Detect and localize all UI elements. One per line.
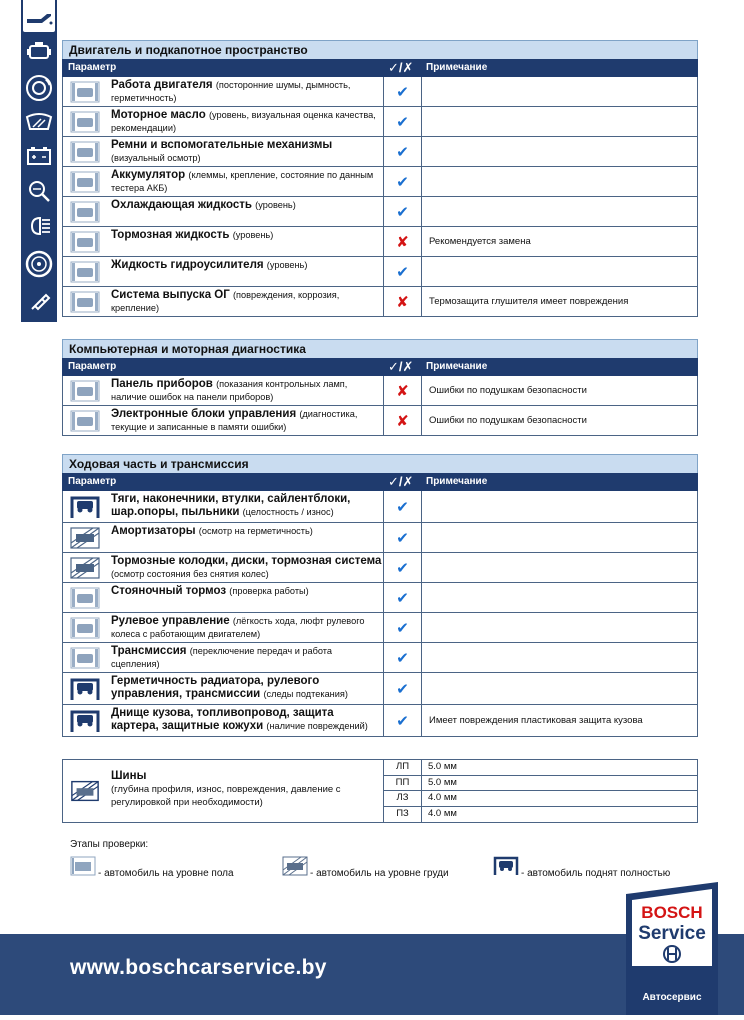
table-header <box>62 59 698 77</box>
tire-position: ПП <box>384 776 422 791</box>
header-check: ✓/✗ <box>388 60 414 75</box>
cross-icon: ✘ <box>383 376 422 405</box>
row-title: Тормозная жидкость <box>111 229 230 241</box>
table-row <box>62 553 698 583</box>
car-chest-icon <box>282 856 310 879</box>
table-row <box>62 705 698 737</box>
car-floor-icon <box>63 257 107 286</box>
check-icon: ✔ <box>383 673 422 704</box>
legend-item <box>70 856 234 879</box>
row-desc: (уровень, визуальная оценка качества, рекомендации) <box>111 110 376 133</box>
check-icon: ✔ <box>383 257 422 286</box>
row-desc: (целостность / износ) <box>242 507 334 517</box>
table-row <box>62 376 698 406</box>
car-lifted-icon <box>63 705 107 736</box>
table-row <box>62 227 698 257</box>
row-title: Трансмиссия <box>111 645 187 657</box>
row-desc: (наличие повреждений) <box>266 721 368 731</box>
row-title: Рулевое управление <box>111 615 230 627</box>
row-desc: (осмотр состояния без снятия колес) <box>111 569 269 579</box>
table-row <box>62 77 698 107</box>
check-icon: ✔ <box>383 137 422 166</box>
car-floor-icon <box>63 643 107 672</box>
check-icon: ✔ <box>383 583 422 612</box>
cross-icon: ✘ <box>383 287 422 316</box>
check-icon: ✔ <box>383 613 422 642</box>
row-title: Панель приборов <box>111 378 213 390</box>
car-floor-icon <box>63 107 107 136</box>
tire-position: ЛЗ <box>384 791 422 806</box>
row-note: Ошибки по подушкам безопасности <box>429 415 587 426</box>
tires-section <box>62 759 698 823</box>
cross-icon: ✘ <box>383 406 422 435</box>
cross-icon: ✘ <box>383 227 422 256</box>
car-floor-icon <box>63 197 107 226</box>
logo-bosch-text: BOSCH <box>641 903 703 922</box>
check-icon: ✔ <box>383 167 422 196</box>
legend-title: Этапы проверки: <box>70 839 149 850</box>
row-desc: (проверка работы) <box>229 586 309 596</box>
table-row <box>62 613 698 643</box>
table-row <box>62 406 698 436</box>
diagnostics-icon[interactable] <box>23 174 55 206</box>
row-desc: (диагностика, текущие и записанные в памяти ошибки) <box>111 409 358 432</box>
car-floor-icon <box>63 613 107 642</box>
car-floor-icon <box>63 406 107 435</box>
tire-row <box>384 760 698 776</box>
section-1 <box>62 40 698 317</box>
row-title: Стояночный тормоз <box>111 585 227 597</box>
car-floor-icon <box>63 287 107 316</box>
table-row <box>62 491 698 523</box>
row-desc: (показания контрольных ламп, наличие ошибок на панели приборов) <box>111 379 348 402</box>
check-icon: ✔ <box>383 553 422 582</box>
row-desc: (следы подтекания) <box>263 689 348 699</box>
legend-item-text: - автомобиль на уровне пола <box>98 868 234 879</box>
engine-icon[interactable] <box>23 36 55 68</box>
section-title: Двигатель и подкапотное пространство <box>62 40 698 59</box>
section-2 <box>62 339 698 436</box>
row-title: Днище кузова, топливопровод, защита картера, защитные кожухи <box>111 707 334 732</box>
row-title: Жидкость гидроусилителя <box>111 259 264 271</box>
logo-autoservice-text: Автосервис <box>642 992 702 1003</box>
tire-row <box>384 776 698 792</box>
category-sidebar <box>21 0 57 322</box>
legend-item <box>493 856 670 879</box>
car-floor-icon <box>63 167 107 196</box>
table-row <box>62 643 698 673</box>
wheel-icon[interactable] <box>23 248 55 280</box>
header-param: Параметр <box>68 476 117 487</box>
row-title: Моторное масло <box>111 109 206 121</box>
car-chest-icon <box>63 553 107 582</box>
tire-row <box>384 791 698 807</box>
tire-depth: 5.0 мм <box>428 776 457 788</box>
check-icon: ✔ <box>383 523 422 552</box>
table-row <box>62 107 698 137</box>
table-header <box>62 473 698 491</box>
car-chest-icon <box>63 760 107 822</box>
brake-disc-icon[interactable] <box>23 72 55 104</box>
row-desc: (переключение передач и работа сцепления) <box>111 646 333 669</box>
car-lifted-icon <box>63 491 107 522</box>
row-note: Ошибки по подушкам безопасности <box>429 385 587 396</box>
header-note: Примечание <box>426 62 488 73</box>
row-title: Электронные блоки управления <box>111 408 297 420</box>
legend-item <box>282 856 449 879</box>
section-title: Компьютерная и моторная диагностика <box>62 339 698 358</box>
car-floor-icon <box>63 227 107 256</box>
section-title: Ходовая часть и трансмиссия <box>62 454 698 473</box>
table-row <box>62 673 698 705</box>
header-check: ✓/✗ <box>388 359 414 374</box>
tires-title: Шины <box>111 770 147 782</box>
spark-plug-icon[interactable] <box>23 284 55 316</box>
tire-position: ПЗ <box>384 807 422 823</box>
check-icon: ✔ <box>383 491 422 522</box>
website-link[interactable]: www.boschcarservice.by <box>70 956 327 979</box>
tire-depth: 4.0 мм <box>428 792 457 803</box>
check-icon: ✔ <box>383 643 422 672</box>
row-note: Термозащита глушителя имеет повреждения <box>429 296 629 307</box>
row-desc: (уровень) <box>255 200 296 210</box>
row-title: Герметичность радиатора, рулевого управления, трансмиссии <box>111 675 320 700</box>
row-desc: (визуальный осмотр) <box>111 153 201 163</box>
table-row <box>62 257 698 287</box>
row-title: Работа двигателя <box>111 79 213 91</box>
header-note: Примечание <box>426 476 488 487</box>
header-param: Параметр <box>68 62 117 73</box>
tire-depth: 5.0 мм <box>428 761 457 772</box>
tires-desc: (глубина профиля, износ, повреждения, давление с регулировкой при необходимости) <box>111 784 341 808</box>
car-floor-icon <box>70 856 98 879</box>
row-desc: (клеммы, крепление, состояние по данным тестера АКБ) <box>111 170 374 193</box>
windshield-icon[interactable] <box>23 106 55 138</box>
row-title: Амортизаторы <box>111 525 196 537</box>
check-icon: ✔ <box>383 107 422 136</box>
table-row <box>62 197 698 227</box>
table-row <box>62 583 698 613</box>
row-title: Тормозные колодки, диски, тормозная система <box>111 555 382 567</box>
bosch-service-logo <box>626 882 722 1015</box>
table-row <box>62 137 698 167</box>
table-header <box>62 358 698 376</box>
car-chest-icon <box>63 523 107 552</box>
row-note: Рекомендуется замена <box>429 236 531 247</box>
battery-icon[interactable] <box>23 140 55 172</box>
car-lifted-icon <box>63 673 107 704</box>
row-title: Система выпуска ОГ <box>111 289 230 301</box>
row-title: Аккумулятор <box>111 169 186 181</box>
check-icon: ✔ <box>383 705 422 736</box>
table-row <box>62 287 698 317</box>
table-row <box>62 523 698 553</box>
car-floor-icon <box>63 137 107 166</box>
check-icon: ✔ <box>383 197 422 226</box>
legend-item-text: - автомобиль поднят полностью <box>521 868 671 879</box>
row-title: Охлаждающая жидкость <box>111 199 252 211</box>
tire-row <box>384 807 698 823</box>
row-desc: (посторонние шумы, дымность, герметичность) <box>111 80 351 103</box>
header-note: Примечание <box>426 361 488 372</box>
car-lifted-icon <box>493 856 521 879</box>
check-icon: ✔ <box>383 77 422 106</box>
headlight-icon[interactable] <box>23 210 55 242</box>
section-3 <box>62 454 698 737</box>
car-floor-icon <box>63 77 107 106</box>
car-floor-icon <box>63 376 107 405</box>
header-param: Параметр <box>68 361 117 372</box>
tire-depth: 4.0 мм <box>428 807 457 819</box>
car-floor-icon <box>63 583 107 612</box>
tire-position: ЛП <box>384 760 422 775</box>
row-desc: (лёгкость хода, люфт рулевого колеса с работающим двигателем) <box>111 616 365 639</box>
row-title: Ремни и вспомогательные механизмы <box>111 139 333 151</box>
legend-item-text: - автомобиль на уровне груди <box>310 868 449 879</box>
oil-can-icon[interactable] <box>23 0 55 32</box>
row-note: Имеет повреждения пластиковая защита кузова <box>429 715 643 726</box>
row-desc: (уровень) <box>266 260 308 270</box>
tires-depth-table <box>383 760 698 822</box>
row-title: Тяги, наконечники, втулки, сайлентблоки, шар.опоры, пыльники <box>111 493 351 518</box>
row-desc: (осмотр на герметичность) <box>198 526 313 536</box>
table-row <box>62 167 698 197</box>
row-desc: (уровень) <box>232 230 274 240</box>
header-check: ✓/✗ <box>388 474 414 489</box>
row-desc: (повреждения, коррозия, крепление) <box>111 290 340 313</box>
logo-service-text: Service <box>638 923 706 944</box>
